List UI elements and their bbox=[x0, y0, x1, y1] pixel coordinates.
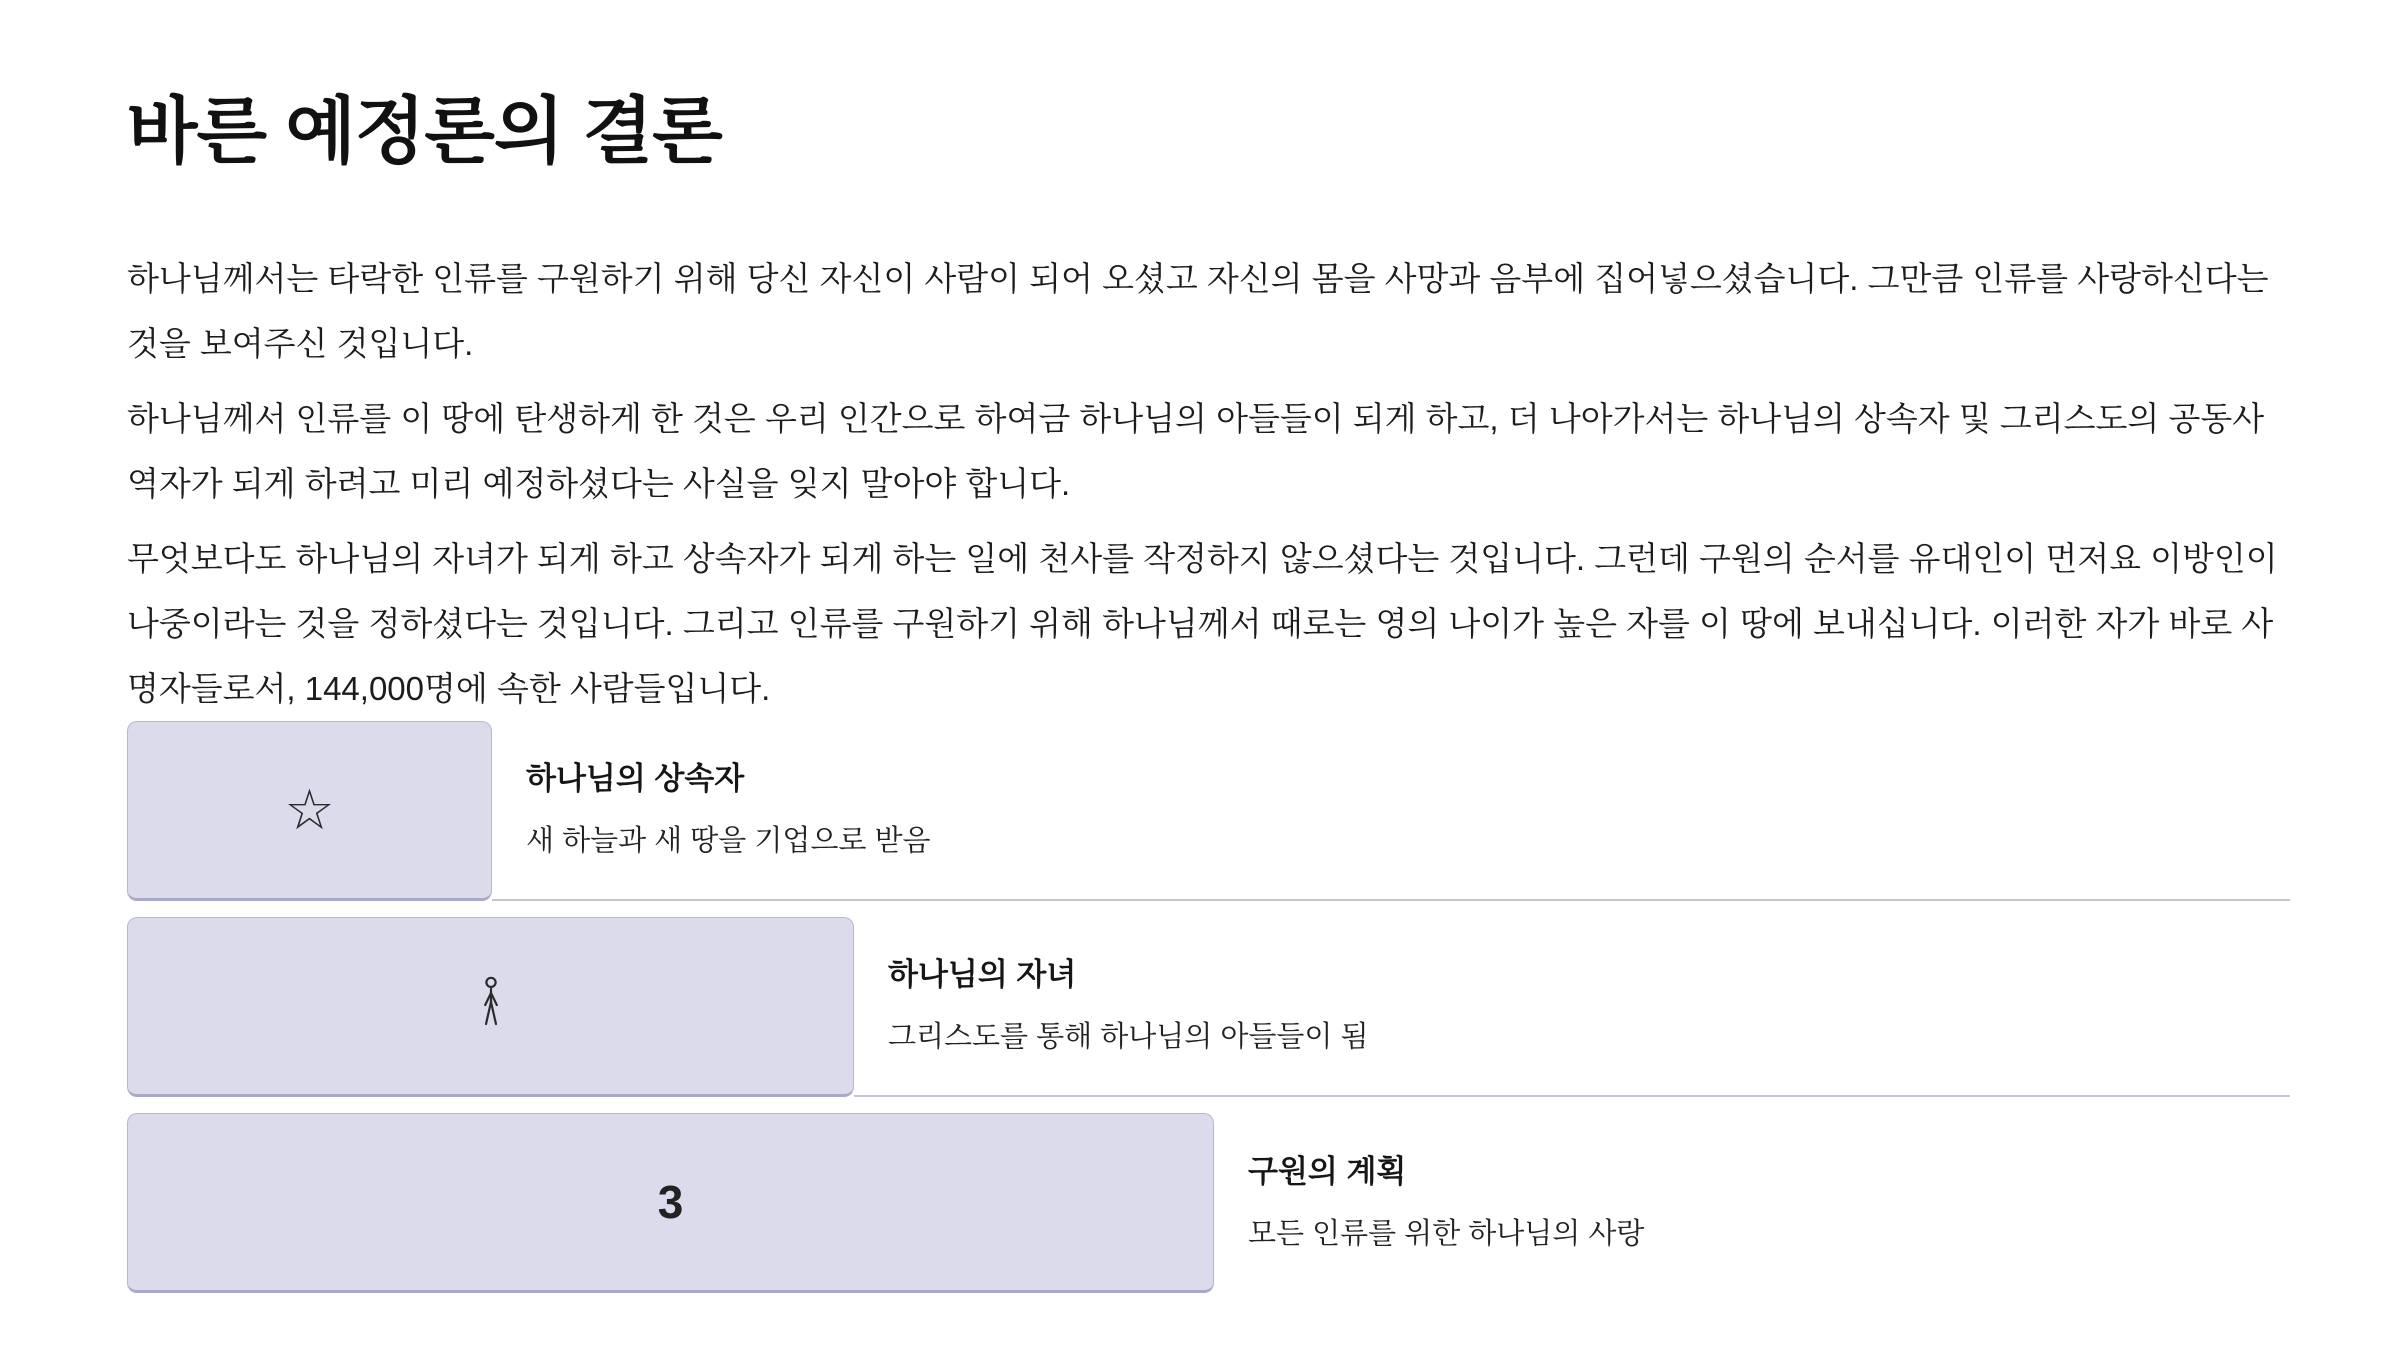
card-text-block bbox=[492, 721, 2290, 901]
list-item[interactable] bbox=[127, 721, 2290, 901]
paragraph-2: 하나님께서 인류를 이 땅에 탄생하게 한 것은 우리 인간으로 하여금 하나님의 아들들이 되게 하고, 더 나아가서는 하나님의 상속자 및 그리스도의 공동사역자가 되게 하려고 미리 예정하셨다는 사실을 잊지 말아야 합니다. bbox=[127, 399, 2265, 502]
card-title: 구원의 계획 bbox=[1248, 1153, 1407, 1189]
card-title: 하나님의 자녀 bbox=[888, 956, 1077, 992]
number-3-icon: 3 bbox=[657, 1175, 684, 1228]
paragraph-1: 하나님께서는 타락한 인류를 구원하기 위해 당신 자신이 사람이 되어 오셨고 자신의 몸을 사망과 음부에 집어넣으셨습니다. 그만큼 인류를 사랑하신다는 것을 보여주신 것입니다. bbox=[127, 259, 2269, 362]
card-thumbnail bbox=[127, 1113, 1214, 1293]
person-icon bbox=[474, 976, 508, 1036]
star-outline-icon: ☆ bbox=[284, 777, 335, 841]
paragraph-3: 무엇보다도 하나님의 자녀가 되게 하고 상속자가 되게 하는 일에 천사를 작정하지 않으셨다는 것입니다. 그런데 구원의 순서를 유대인이 먼저요 이방인이 나중이라는 것을 정하셨다는 것입니다. 그리고 인류를 구원하기 위해 하나님께서 때로는 영의 나이가 높은 자를 이 땅에 보내십니다. 이러한 자가 바로 사명자들로서, 144,000명에 속한 사람들입니다. bbox=[127, 539, 2278, 707]
list-item[interactable] bbox=[127, 1113, 2290, 1293]
card-thumbnail bbox=[127, 917, 854, 1097]
card-subtitle: 새 하늘과 새 땅을 기업으로 받음 bbox=[526, 824, 931, 857]
page-title: 바른 예정론의 결론 bbox=[127, 91, 722, 172]
card-text-block bbox=[854, 917, 2290, 1097]
list-item[interactable] bbox=[127, 917, 2290, 1097]
card-subtitle: 그리스도를 통해 하나님의 아들들이 됨 bbox=[888, 1020, 1369, 1053]
card-list bbox=[127, 721, 2290, 1293]
card-title: 하나님의 상속자 bbox=[526, 760, 745, 796]
card-subtitle: 모든 인류를 위한 하나님의 사랑 bbox=[1248, 1217, 1645, 1250]
card-text-block bbox=[1214, 1113, 2290, 1293]
card-thumbnail bbox=[127, 721, 492, 901]
